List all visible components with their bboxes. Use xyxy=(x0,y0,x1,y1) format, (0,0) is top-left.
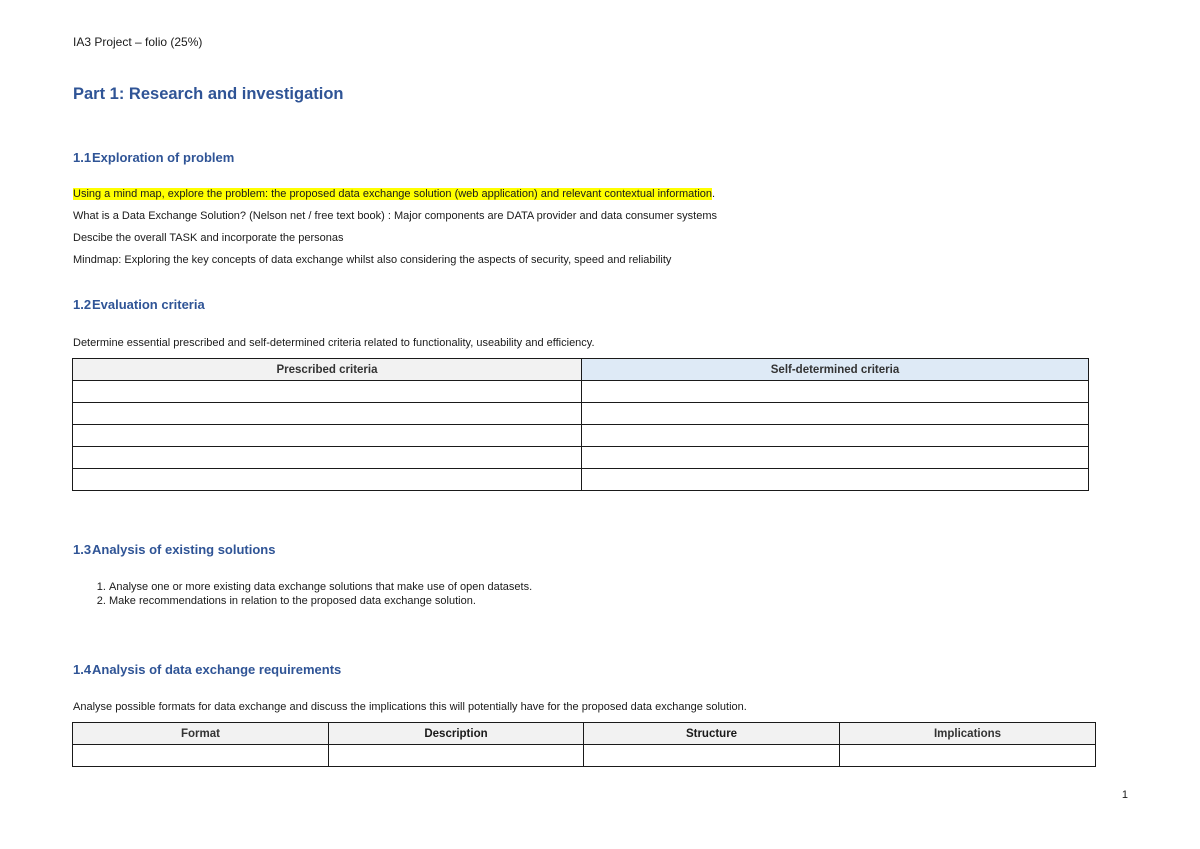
data-exchange-formats-table xyxy=(72,722,1096,767)
paragraph-line: Descibe the overall TASK and incorporate the personas xyxy=(73,232,344,244)
evaluation-criteria-table xyxy=(72,358,1089,491)
section-heading-1-2 xyxy=(73,297,205,312)
table-cell[interactable] xyxy=(582,469,1089,491)
table-row xyxy=(73,469,1089,491)
table-header-row xyxy=(73,723,1096,745)
section-intro: Determine essential prescribed and self-determined criteria related to functionality, useability and efficiency. xyxy=(73,337,595,349)
paragraph-line: Mindmap: Exploring the key concepts of data exchange whilst also considering the aspects of security, speed and reliability xyxy=(73,254,672,266)
section-number: 1.1 xyxy=(73,150,92,165)
header-implications: Implications xyxy=(840,723,1096,745)
table-cell[interactable] xyxy=(582,425,1089,447)
section-title: Analysis of existing solutions xyxy=(92,542,276,557)
list-item: 1. Analyse one or more existing data exchange solutions that make use of open datasets. xyxy=(109,580,532,594)
section-heading-1-3 xyxy=(73,542,275,557)
table-row xyxy=(73,425,1089,447)
table-cell[interactable] xyxy=(582,447,1089,469)
table-cell[interactable] xyxy=(840,745,1096,767)
table-cell[interactable] xyxy=(73,469,582,491)
highlighted-instruction xyxy=(73,188,715,200)
header-description: Description xyxy=(329,723,584,745)
section-title: Analysis of data exchange requirements xyxy=(92,662,342,677)
header-format: Format xyxy=(73,723,329,745)
section-title: Evaluation criteria xyxy=(92,297,205,312)
numbered-list xyxy=(73,580,532,608)
section-intro: Analyse possible formats for data exchange and discuss the implications this will potentially have for the proposed data exchange solution. xyxy=(73,701,747,713)
header-structure: Structure xyxy=(584,723,840,745)
table-cell[interactable] xyxy=(73,447,582,469)
list-item: 2. Make recommendations in relation to the proposed data exchange solution. xyxy=(109,594,532,608)
table-cell[interactable] xyxy=(329,745,584,767)
table-cell[interactable] xyxy=(582,403,1089,425)
table-row xyxy=(73,447,1089,469)
table-cell[interactable] xyxy=(582,381,1089,403)
page-header: IA3 Project – folio (25%) xyxy=(73,35,203,49)
table-cell[interactable] xyxy=(584,745,840,767)
section-heading-1-4 xyxy=(73,662,341,677)
header-prescribed-criteria: Prescribed criteria xyxy=(73,359,582,381)
table-row xyxy=(73,381,1089,403)
highlighted-text: Using a mind map, explore the problem: the proposed data exchange solution (web application) and relevant contextual information xyxy=(73,188,712,200)
table-cell[interactable] xyxy=(73,425,582,447)
section-number: 1.4 xyxy=(73,662,92,677)
table-row xyxy=(73,403,1089,425)
table-header-row xyxy=(73,359,1089,381)
table-row xyxy=(73,745,1096,767)
section-title: Exploration of problem xyxy=(92,150,235,165)
highlighted-text-end: . xyxy=(712,188,716,200)
header-self-determined-criteria: Self-determined criteria xyxy=(582,359,1089,381)
table-cell[interactable] xyxy=(73,403,582,425)
section-heading-1-1 xyxy=(73,150,234,165)
table-cell[interactable] xyxy=(73,745,329,767)
page-number: 1 xyxy=(1121,789,1128,801)
paragraph-line: What is a Data Exchange Solution? (Nelson net / free text book) : Major components are DATA provider and data consumer systems xyxy=(73,210,718,222)
table-cell[interactable] xyxy=(73,381,582,403)
part-title: Part 1: Research and investigation xyxy=(73,85,344,103)
section-number: 1.3 xyxy=(73,542,92,557)
section-number: 1.2 xyxy=(73,297,92,312)
